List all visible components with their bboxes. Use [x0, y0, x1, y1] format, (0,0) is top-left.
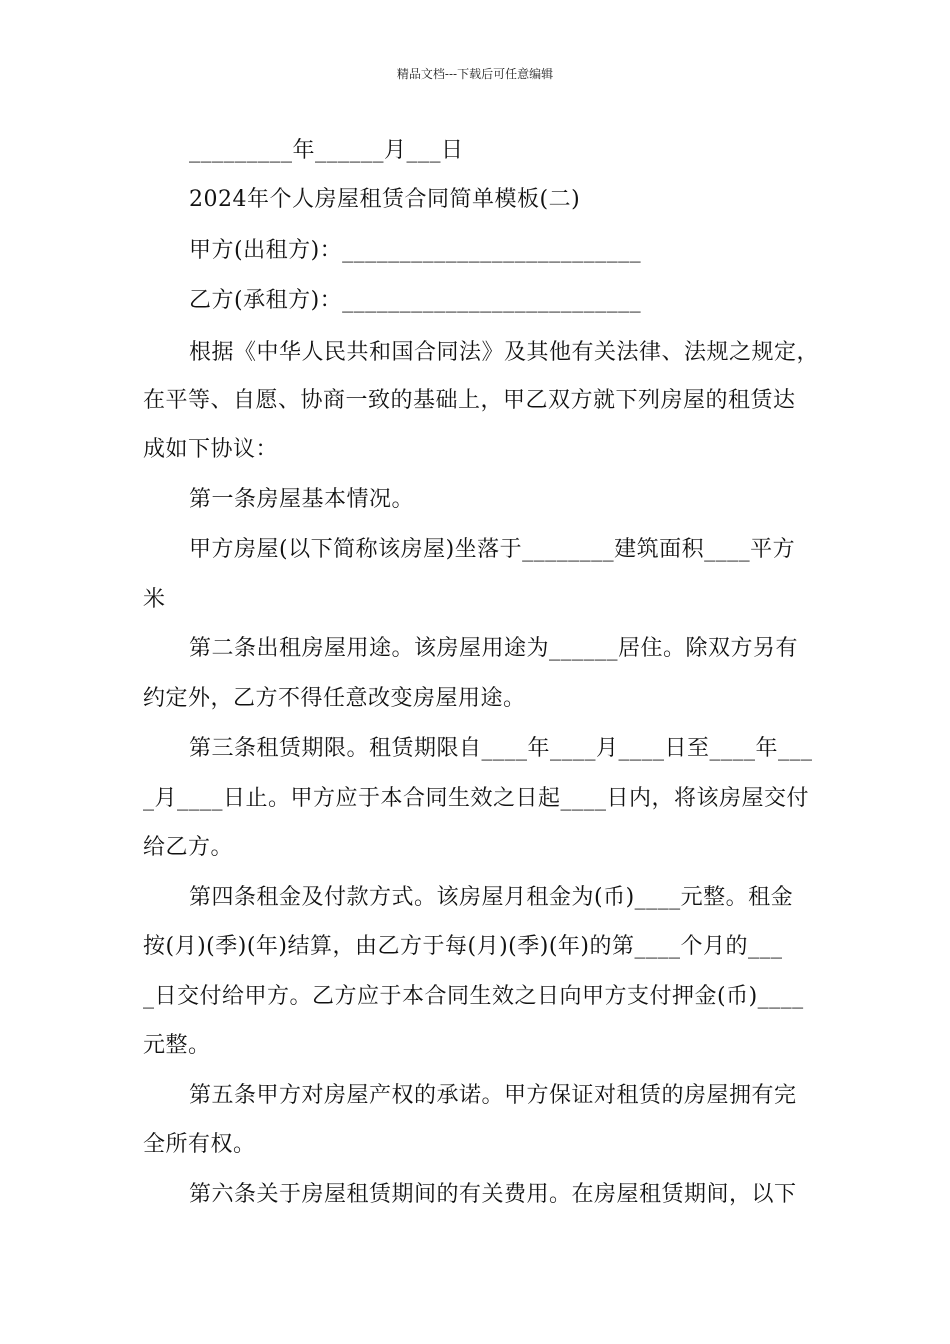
article-4-line-1: 第四条租金及付款方式。该房屋月租金为(币)____元整。租金: [189, 885, 794, 910]
article-2-line-2: 约定外，乙方不得任意改变房屋用途。: [143, 686, 526, 711]
article-5-line-2: 全所有权。: [143, 1132, 256, 1157]
preamble-line-1: 根据《中华人民共和国合同法》及其他有关法律、法规之规定，: [189, 340, 820, 365]
article-4-line-2: 按(月)(季)(年)结算，由乙方于每(月)(季)(年)的第____个月的___: [143, 934, 783, 959]
article-5-line-1: 第五条甲方对房屋产权的承诺。甲方保证对租赁的房屋拥有完: [189, 1083, 797, 1108]
date-line: _________年______月___日: [189, 138, 464, 163]
page-header: 精品文档---下载后可任意编辑: [396, 67, 554, 81]
article-4-line-4: 元整。: [143, 1033, 211, 1058]
preamble-line-2: 在平等、自愿、协商一致的基础上，甲乙双方就下列房屋的租赁达: [143, 388, 796, 413]
article-3-line-3: 给乙方。: [143, 835, 234, 860]
article-1-line-2: 米: [143, 587, 166, 612]
article-3-line-2: _月____日止。甲方应于本合同生效之日起____日内，将该房屋交付: [143, 786, 810, 811]
preamble-line-3: 成如下协议：: [143, 437, 279, 462]
article-2-line-1: 第二条出租房屋用途。该房屋用途为______居住。除双方另有: [189, 636, 799, 661]
party-a-line: 甲方(出租方)：__________________________: [189, 238, 642, 263]
article-1-heading: 第一条房屋基本情况。: [189, 487, 415, 512]
article-3-line-1: 第三条租赁期限。租赁期限自____年____月____日至____年___: [189, 736, 813, 761]
article-1-line-1: 甲方房屋(以下简称该房屋)坐落于________建筑面积____平方: [189, 537, 796, 562]
document-title: 2024年个人房屋租赁合同简单模板(二): [189, 187, 581, 212]
article-6-line-1: 第六条关于房屋租赁期间的有关费用。在房屋租赁期间，以下: [189, 1182, 797, 1207]
article-4-line-3: _日交付给甲方。乙方应于本合同生效之日向甲方支付押金(币)____: [143, 984, 804, 1009]
party-b-line: 乙方(承租方)：__________________________: [189, 288, 642, 313]
